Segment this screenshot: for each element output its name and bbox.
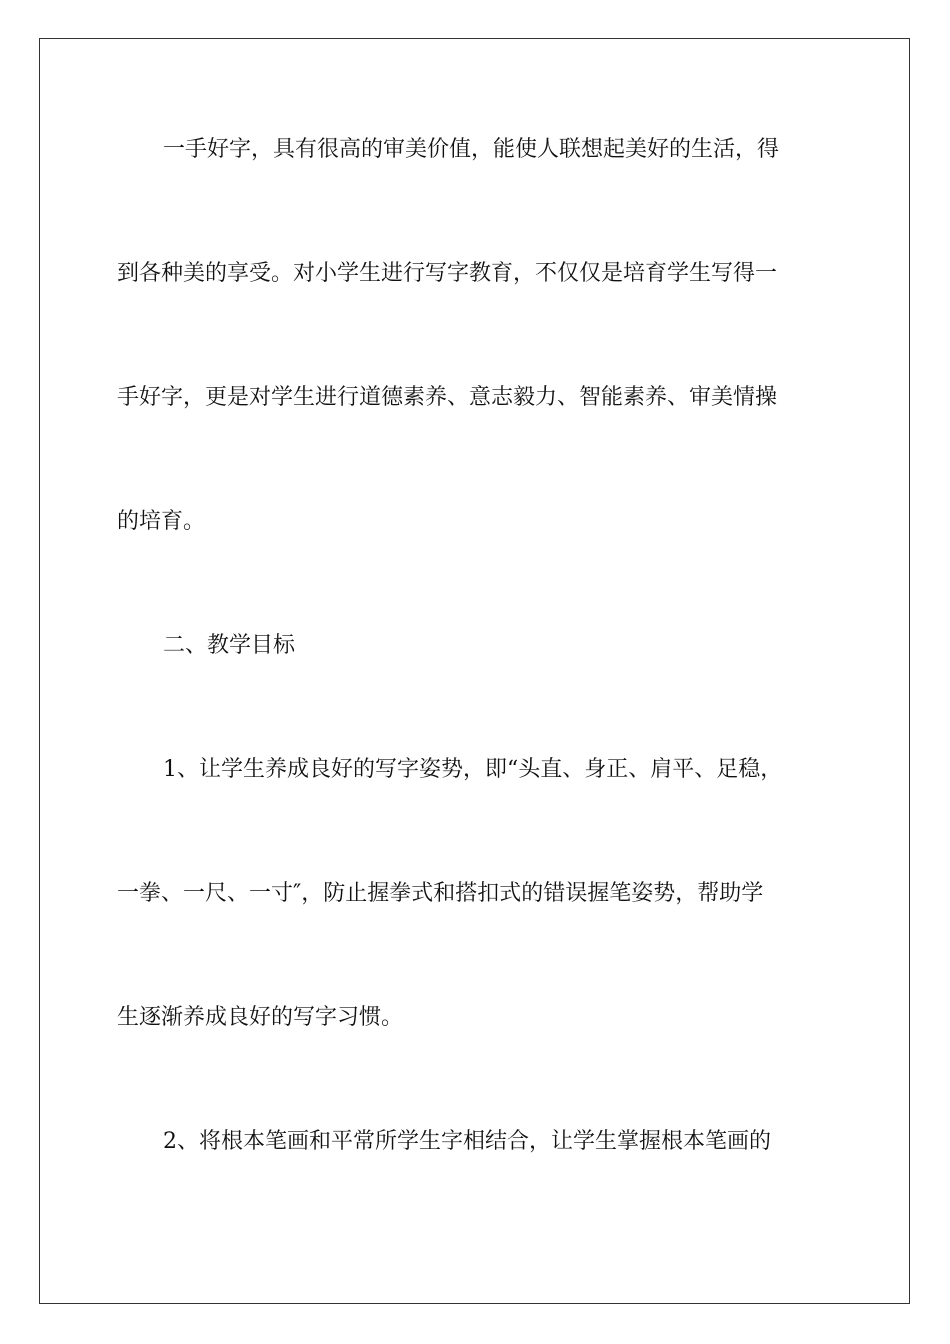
page-border <box>39 38 910 1304</box>
section-heading: 二、教学目标 <box>163 633 296 658</box>
objective-2-line-1: 2、将根本笔画和平常所学生字相结合，让学生掌握根本笔画的 <box>163 1129 771 1154</box>
paragraph-line-1: 一手好字，具有很高的审美价值，能使人联想起美好的生活，得 <box>163 137 780 162</box>
paragraph-line-2: 到各种美的享受。对小学生进行写字教育，不仅仅是培育学生写得一 <box>117 261 778 286</box>
paragraph-line-4: 的培育。 <box>117 509 206 534</box>
paragraph-line-3: 手好字，更是对学生进行道德素养、意志毅力、智能素养、审美情操 <box>117 385 778 410</box>
objective-1-line-3: 生逐渐养成良好的写字习惯。 <box>117 1005 404 1030</box>
objective-1-line-1: 1、让学生养成良好的写字姿势，即“头直、身正、肩平、足稳， <box>163 757 783 782</box>
objective-1-line-2: 一拳、一尺、一寸″，防止握拳式和搭扣式的错误握笔姿势，帮助学 <box>117 881 764 906</box>
